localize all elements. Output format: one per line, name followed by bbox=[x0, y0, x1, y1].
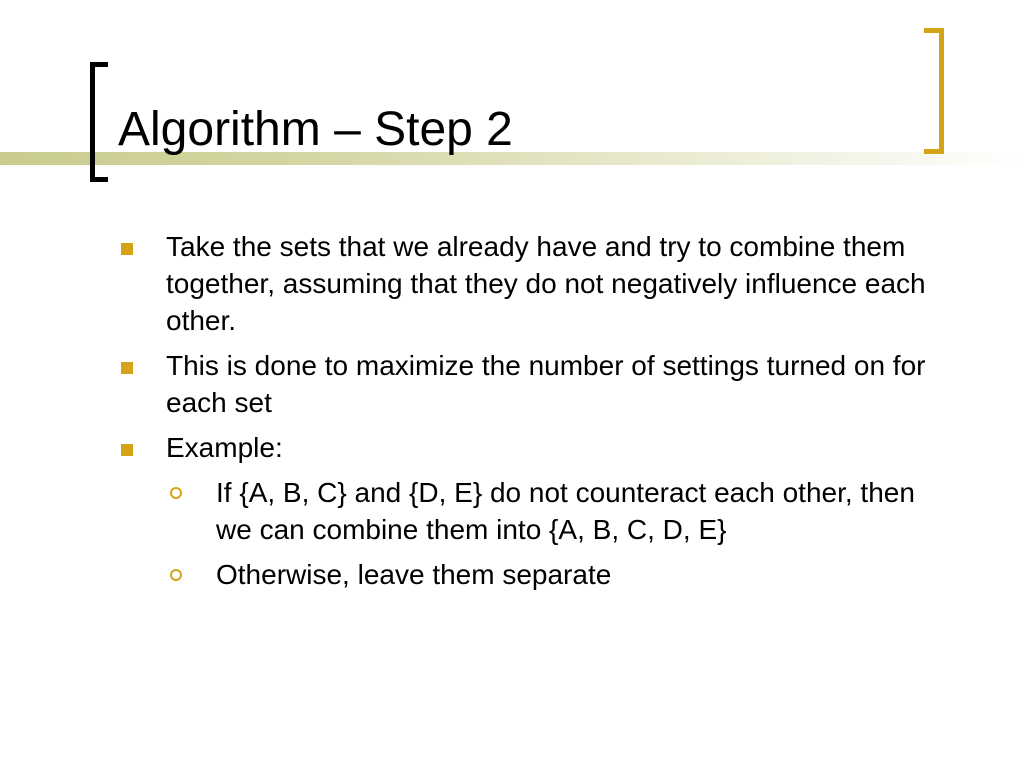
left-bracket-decoration bbox=[90, 62, 108, 182]
sub-bullet-text: Otherwise, leave them separate bbox=[216, 559, 612, 590]
square-bullet-icon bbox=[121, 243, 133, 255]
sub-bullet-list bbox=[166, 474, 938, 593]
circle-bullet-icon bbox=[170, 569, 182, 581]
slide-title: Algorithm – Step 2 bbox=[118, 103, 513, 156]
bullet-text: Example: bbox=[166, 432, 283, 463]
bullet-item bbox=[118, 429, 938, 593]
bullet-text: Take the sets that we already have and try to combine them together, assuming that they do not negatively influence each other. bbox=[166, 231, 926, 336]
bullet-item bbox=[118, 347, 938, 421]
circle-bullet-icon bbox=[170, 487, 182, 499]
square-bullet-icon bbox=[121, 444, 133, 456]
sub-bullet-item bbox=[166, 474, 938, 548]
bullet-text: This is done to maximize the number of settings turned on for each set bbox=[166, 350, 926, 418]
bullet-item bbox=[118, 228, 938, 339]
sub-bullet-text: If {A, B, C} and {D, E} do not counteract each other, then we can combine them into {A, B, C, D, E} bbox=[216, 477, 915, 545]
sub-bullet-item bbox=[166, 556, 938, 593]
square-bullet-icon bbox=[121, 362, 133, 374]
right-bracket-decoration bbox=[924, 28, 944, 154]
bullet-list bbox=[118, 228, 938, 601]
